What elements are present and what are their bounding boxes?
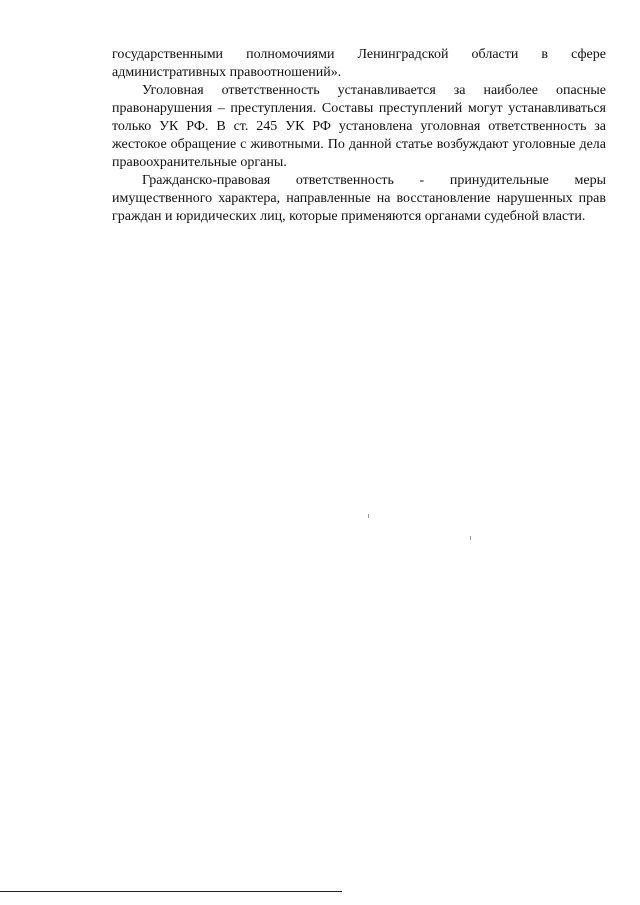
scan-speck xyxy=(470,536,471,540)
document-body xyxy=(112,46,606,226)
paragraph-continuation: государственными полномочиями Ленинградской области в сфере административных правоотношений». xyxy=(112,47,606,80)
scan-speck xyxy=(368,514,369,518)
footnote-separator xyxy=(0,891,342,892)
paragraph-civil-liability: Гражданско-правовая ответственность - принудительные меры имущественного характера, направленные на восстановление нарушенных прав граждан и юридических лиц, которые применяются органами судебной власти. xyxy=(112,173,606,224)
paragraph-criminal-liability: Уголовная ответственность устанавливается за наиболее опасные правонарушения – преступления. Составы преступлений могут устанавливаться только УК РФ. В ст. 245 УК РФ установлена уголовная ответственность за жестокое обращение с животными. По данной статье возбуждают уголовные дела правоохранительные органы. xyxy=(112,83,606,170)
